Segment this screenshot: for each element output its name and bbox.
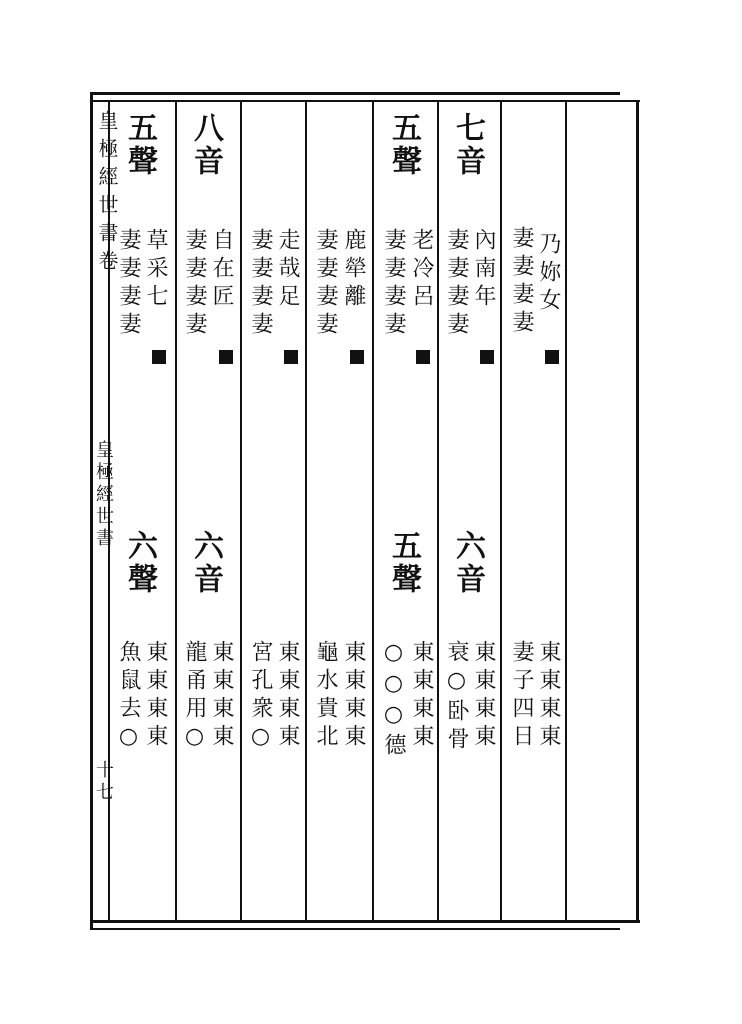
column-divider bbox=[240, 100, 242, 920]
lower-chars: 妻子四日 bbox=[509, 640, 534, 752]
lower-chars: 東東東東 bbox=[275, 640, 300, 752]
lower-chars: 東東東東 bbox=[341, 640, 366, 752]
lower-chars: 東東東東 bbox=[471, 640, 496, 752]
column-divider bbox=[500, 100, 502, 920]
upper-heading: 五聲 bbox=[386, 112, 421, 178]
lower-chars: 宮孔衆○ bbox=[248, 640, 273, 755]
column-divider bbox=[565, 100, 567, 920]
lower-chars: 東東東東 bbox=[536, 640, 561, 752]
lower-heading: 六聲 bbox=[122, 530, 157, 596]
upper-chars: 妻妻妻妻 bbox=[444, 228, 469, 340]
section-mark bbox=[219, 350, 233, 364]
upper-chars: 妻妻妻妻 bbox=[248, 228, 273, 340]
top-border-inner bbox=[90, 100, 640, 102]
section-mark bbox=[480, 350, 494, 364]
lower-heading: 五聲 bbox=[386, 530, 421, 596]
section-mark bbox=[284, 350, 298, 364]
section-mark bbox=[350, 350, 364, 364]
column-divider bbox=[305, 100, 307, 920]
lower-chars: 東東東東 bbox=[143, 640, 168, 752]
section-mark bbox=[545, 350, 559, 364]
column-divider bbox=[175, 100, 177, 920]
upper-chars: 走哉足 bbox=[275, 228, 300, 312]
margin-book-title: 皇極經世書 bbox=[93, 440, 114, 550]
bottom-border-outer bbox=[90, 928, 620, 930]
upper-heading: 八音 bbox=[188, 112, 223, 178]
upper-chars: 內南年 bbox=[471, 228, 496, 312]
bottom-border bbox=[90, 920, 640, 923]
upper-chars: 鹿犖離 bbox=[341, 228, 366, 312]
margin-top-title: 皇極經世書卷 bbox=[95, 110, 119, 278]
upper-chars: 自在匠 bbox=[209, 228, 234, 312]
margin-page-number: 十七 bbox=[93, 760, 114, 804]
lower-chars: 龍甬用○ bbox=[182, 640, 207, 755]
column-divider bbox=[437, 100, 439, 920]
section-mark bbox=[416, 350, 430, 364]
upper-heading: 七音 bbox=[450, 112, 485, 178]
lower-chars: ○○○德 bbox=[381, 640, 406, 761]
column-divider bbox=[372, 100, 374, 920]
lower-heading: 六音 bbox=[450, 530, 485, 596]
lower-heading: 六音 bbox=[188, 530, 223, 596]
lower-chars: 東東東東 bbox=[409, 640, 434, 752]
lower-chars: 東東東東 bbox=[209, 640, 234, 752]
upper-chars: 妻妻妻妻 bbox=[509, 226, 534, 338]
upper-chars: 妻妻妻妻 bbox=[116, 228, 141, 340]
lower-chars: 衰○卧骨 bbox=[444, 640, 469, 755]
lower-chars: 魚鼠去○ bbox=[116, 640, 141, 755]
upper-chars: 妻妻妻妻 bbox=[182, 228, 207, 340]
upper-chars: 草采七 bbox=[143, 228, 168, 312]
upper-chars: 乃妳女 bbox=[536, 232, 561, 316]
upper-heading: 五聲 bbox=[122, 112, 157, 178]
upper-chars: 妻妻妻妻 bbox=[313, 228, 338, 340]
upper-chars: 老冷呂 bbox=[409, 228, 434, 312]
section-mark bbox=[152, 350, 166, 364]
right-border bbox=[636, 100, 639, 922]
lower-chars: 龜水貴北 bbox=[313, 640, 338, 752]
top-border bbox=[90, 92, 620, 95]
upper-chars: 妻妻妻妻 bbox=[381, 228, 406, 340]
